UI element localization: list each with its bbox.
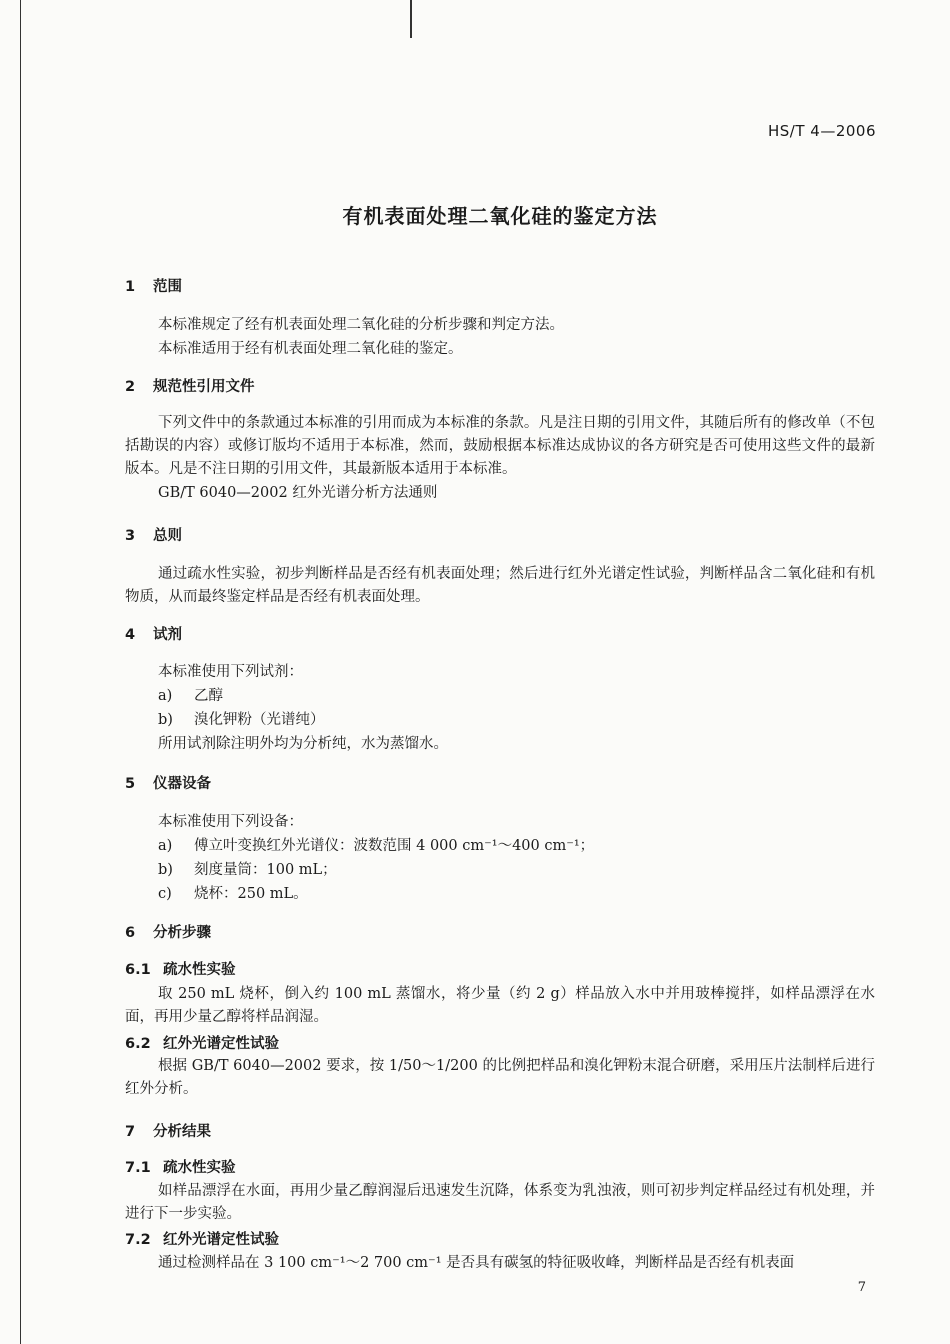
list-marker: a)	[158, 688, 173, 704]
section-4-heading	[125, 623, 875, 644]
list-item	[125, 684, 875, 708]
paragraph: 本标准使用下列试剂：	[158, 664, 303, 680]
section-3-body	[125, 563, 875, 609]
subsection-6-2-body	[125, 1055, 875, 1101]
list-text: 傅立叶变换红外光谱仪：波数范围 4 000 cm⁻¹～400 cm⁻¹；	[194, 838, 595, 854]
section-5-body	[125, 810, 875, 906]
list-text: 溴化钾粉（光谱纯）	[194, 712, 325, 728]
subsection-6-2-heading	[125, 1032, 875, 1053]
subsection-number: 6.1	[125, 962, 151, 978]
normative-reference: GB/T 6040—2002 红外光谱分析方法通则	[158, 485, 438, 501]
list-text: 乙醇	[194, 688, 223, 704]
section-number: 1	[125, 279, 136, 295]
list-marker: b)	[158, 862, 173, 878]
list-text: 刻度量筒：100 mL；	[194, 862, 337, 878]
paragraph: 本标准使用下列设备：	[158, 814, 303, 830]
section-title: 规范性引用文件	[153, 379, 255, 395]
list-marker: b)	[158, 712, 173, 728]
paragraph: 下列文件中的条款通过本标准的引用而成为本标准的条款。凡是注日期的引用文件，其随后所有的修改单（不包括勘误的内容）或修订版均不适用于本标准，然而，鼓励根据本标准达成协议的各方研究是否可使用这些文件的最新版本。凡是不注日期的引用文件，其最新版本适用于本标准。	[125, 415, 875, 477]
section-title: 分析步骤	[153, 925, 211, 941]
top-margin-mark	[410, 0, 412, 38]
section-3-heading	[125, 524, 875, 545]
subsection-number: 6.2	[125, 1036, 151, 1052]
section-number: 3	[125, 528, 136, 544]
list-marker: c)	[158, 886, 172, 902]
section-number: 2	[125, 379, 136, 395]
paragraph: 通过疏水性实验，初步判断样品是否经有机表面处理；然后进行红外光谱定性试验，判断样品含二氧化硅和有机物质，从而最终鉴定样品是否经有机表面处理。	[125, 566, 875, 605]
subsection-7-2-body	[125, 1252, 875, 1275]
subsection-7-1-heading	[125, 1156, 875, 1177]
subsection-7-1-body	[125, 1180, 875, 1226]
subsection-title: 红外光谱定性试验	[163, 1036, 279, 1052]
paragraph: 取 250 mL 烧杯，倒入约 100 mL 蒸馏水，将少量（约 2 g）样品放入水中并用玻棒搅拌，如样品漂浮在水面，再用少量乙醇将样品润湿。	[125, 986, 875, 1025]
subsection-title: 疏水性实验	[163, 962, 236, 978]
section-number: 6	[125, 925, 136, 941]
section-title: 总则	[153, 528, 182, 544]
section-6-heading	[125, 921, 875, 942]
section-4-body	[125, 660, 875, 756]
list-item	[125, 882, 875, 906]
section-title: 分析结果	[153, 1124, 211, 1140]
document-title: 有机表面处理二氧化硅的鉴定方法	[342, 204, 658, 228]
subsection-title: 疏水性实验	[163, 1160, 236, 1176]
section-1-heading	[125, 275, 875, 296]
paragraph: 通过检测样品在 3 100 cm⁻¹～2 700 cm⁻¹ 是否具有碳氢的特征吸收峰，判断样品是否经有机表面	[158, 1255, 795, 1271]
section-1-body	[125, 313, 875, 361]
paragraph: 本标准适用于经有机表面处理二氧化硅的鉴定。	[158, 341, 463, 357]
subsection-number: 7.1	[125, 1160, 151, 1176]
section-2-heading	[125, 375, 875, 396]
section-title: 范围	[153, 279, 182, 295]
list-text: 烧杯：250 mL。	[194, 886, 308, 902]
paragraph: 所用试剂除注明外均为分析纯，水为蒸馏水。	[158, 736, 448, 752]
section-number: 4	[125, 627, 136, 643]
section-2-body	[125, 412, 875, 505]
subsection-6-1-heading	[125, 958, 875, 979]
subsection-7-2-heading	[125, 1228, 875, 1249]
subsection-title: 红外光谱定性试验	[163, 1232, 279, 1248]
section-title: 试剂	[153, 627, 182, 643]
section-7-heading	[125, 1120, 875, 1141]
page-number: 7	[857, 1280, 866, 1295]
list-item	[125, 708, 875, 732]
list-marker: a)	[158, 838, 173, 854]
paragraph: 本标准规定了经有机表面处理二氧化硅的分析步骤和判定方法。	[158, 317, 564, 333]
subsection-6-1-body	[125, 983, 875, 1029]
section-5-heading	[125, 772, 875, 793]
section-title: 仪器设备	[153, 776, 211, 792]
section-number: 5	[125, 776, 136, 792]
paragraph: 如样品漂浮在水面，再用少量乙醇润湿后迅速发生沉降，体系变为乳浊液，则可初步判定样品经过有机处理，并进行下一步实验。	[125, 1183, 875, 1222]
subsection-number: 7.2	[125, 1232, 151, 1248]
list-item	[125, 834, 875, 858]
list-item	[125, 858, 875, 882]
standard-code: HS/T 4—2006	[767, 122, 876, 140]
section-number: 7	[125, 1124, 136, 1140]
paragraph: 根据 GB/T 6040—2002 要求，按 1/50～1/200 的比例把样品和溴化钾粉末混合研磨，采用压片法制样后进行红外分析。	[125, 1058, 875, 1097]
